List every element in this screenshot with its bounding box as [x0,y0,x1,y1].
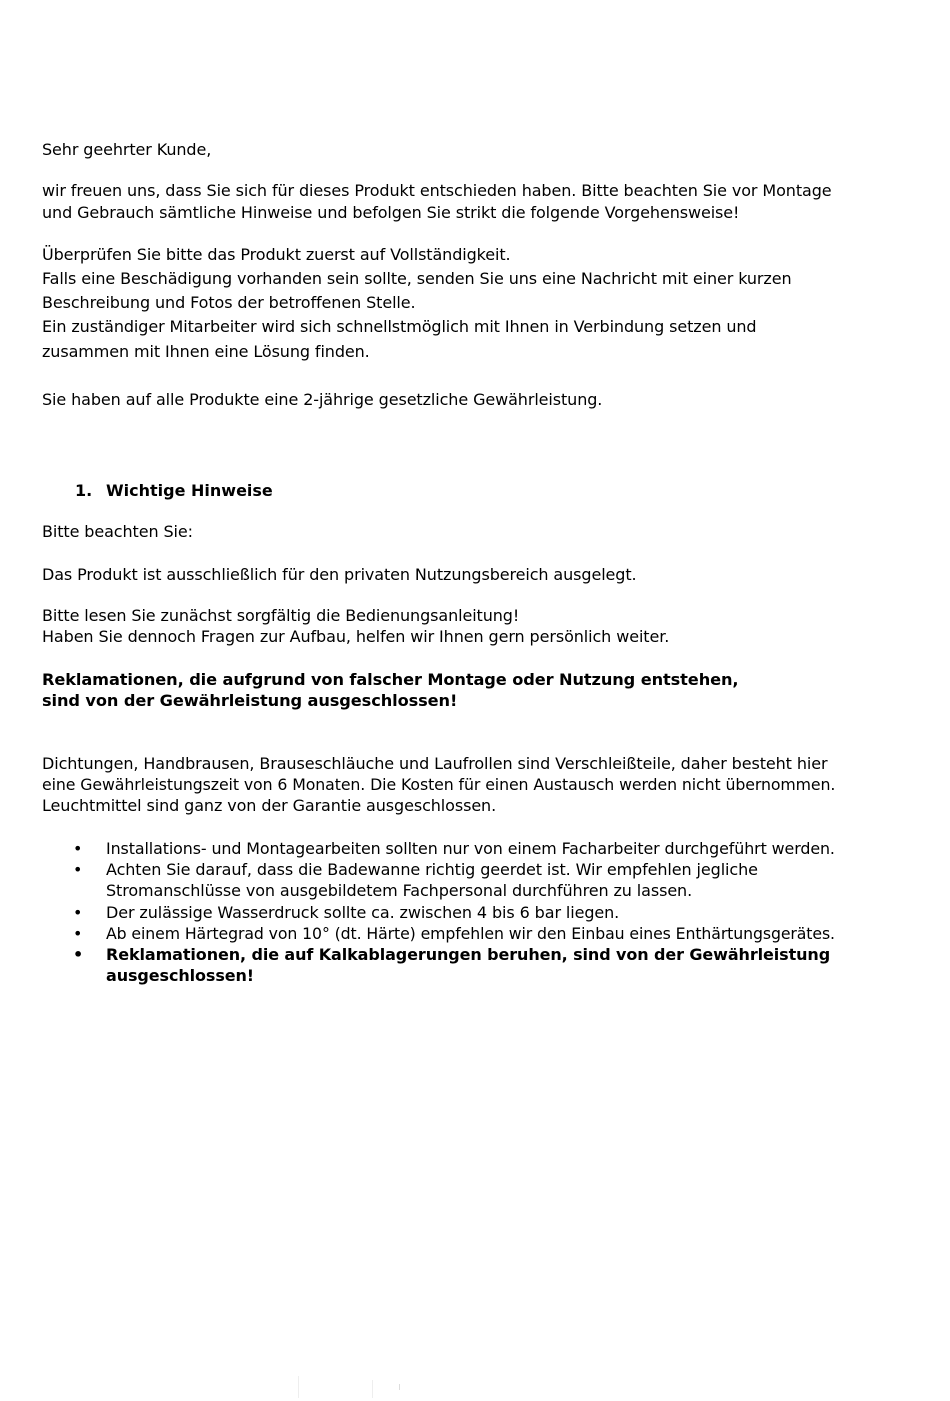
note-intro: Bitte beachten Sie: [42,522,193,541]
bullet-dot: • [73,839,83,858]
section-title: Wichtige Hinweise [106,481,273,500]
wear-parts-line: Leuchtmittel sind ganz von der Garantie ausgeschlossen. [42,796,497,815]
bullet-item: Achten Sie darauf, dass die Badewanne richtig geerdet ist. Wir empfehlen jegliche [106,860,758,879]
scan-artifact [372,1380,373,1398]
wear-parts-line: Dichtungen, Handbrausen, Brauseschläuche und Laufrollen sind Verschleißteile, daher besteht hier [42,754,828,773]
bullet-dot: • [73,945,84,964]
warning-line: sind von der Gewährleistung ausgeschlossen! [42,691,458,710]
bullet-dot: • [73,924,83,943]
check-paragraph-line: Falls eine Beschädigung vorhanden sein sollte, senden Sie uns eine Nachricht mit einer kurzen [42,269,792,288]
scan-artifact [298,1376,299,1398]
check-paragraph-line: Überprüfen Sie bitte das Produkt zuerst auf Vollständigkeit. [42,245,511,264]
bullet-item-bold: Reklamationen, die auf Kalkablagerungen beruhen, sind von der Gewährleistung [106,945,831,964]
manual-note-line: Bitte lesen Sie zunächst sorgfältig die Bedienungsanleitung! [42,606,520,625]
intro-paragraph-line: und Gebrauch sämtliche Hinweise und befolgen Sie strikt die folgende Vorgehensweise! [42,203,740,222]
warning-line: Reklamationen, die aufgrund von falscher Montage oder Nutzung entstehen, [42,670,739,689]
manual-note-line: Haben Sie dennoch Fragen zur Aufbau, helfen wir Ihnen gern persönlich weiter. [42,627,670,646]
bullet-dot: • [73,903,83,922]
bullet-item-bold-continuation: ausgeschlossen! [106,966,254,985]
bullet-item: Installations- und Montagearbeiten sollten nur von einem Facharbeiter durchgeführt werden. [106,839,835,858]
bullet-item: Ab einem Härtegrad von 10° (dt. Härte) empfehlen wir den Einbau eines Enthärtungsgerätes. [106,924,835,943]
bullet-dot: • [73,860,83,879]
check-paragraph-line: Ein zuständiger Mitarbeiter wird sich schnellstmöglich mit Ihnen in Verbindung setzen und [42,317,757,336]
bullet-item-continuation: Stromanschlüsse von ausgebildetem Fachpersonal durchführen zu lassen. [106,881,693,900]
check-paragraph-line: zusammen mit Ihnen eine Lösung finden. [42,342,370,361]
scan-artifact [399,1384,400,1390]
private-use-note: Das Produkt ist ausschließlich für den privaten Nutzungsbereich ausgelegt. [42,565,637,584]
wear-parts-line: eine Gewährleistungszeit von 6 Monaten. Die Kosten für einen Austausch werden nicht übernommen. [42,775,836,794]
bullet-item: Der zulässige Wasserdruck sollte ca. zwischen 4 bis 6 bar liegen. [106,903,620,922]
warranty-note: Sie haben auf alle Produkte eine 2-jährige gesetzliche Gewährleistung. [42,390,603,409]
salutation: Sehr geehrter Kunde, [42,140,212,159]
section-number: 1. [75,481,93,500]
intro-paragraph-line: wir freuen uns, dass Sie sich für dieses Produkt entschieden haben. Bitte beachten Sie vor Montage [42,181,832,200]
check-paragraph-line: Beschreibung und Fotos der betroffenen Stelle. [42,293,416,312]
